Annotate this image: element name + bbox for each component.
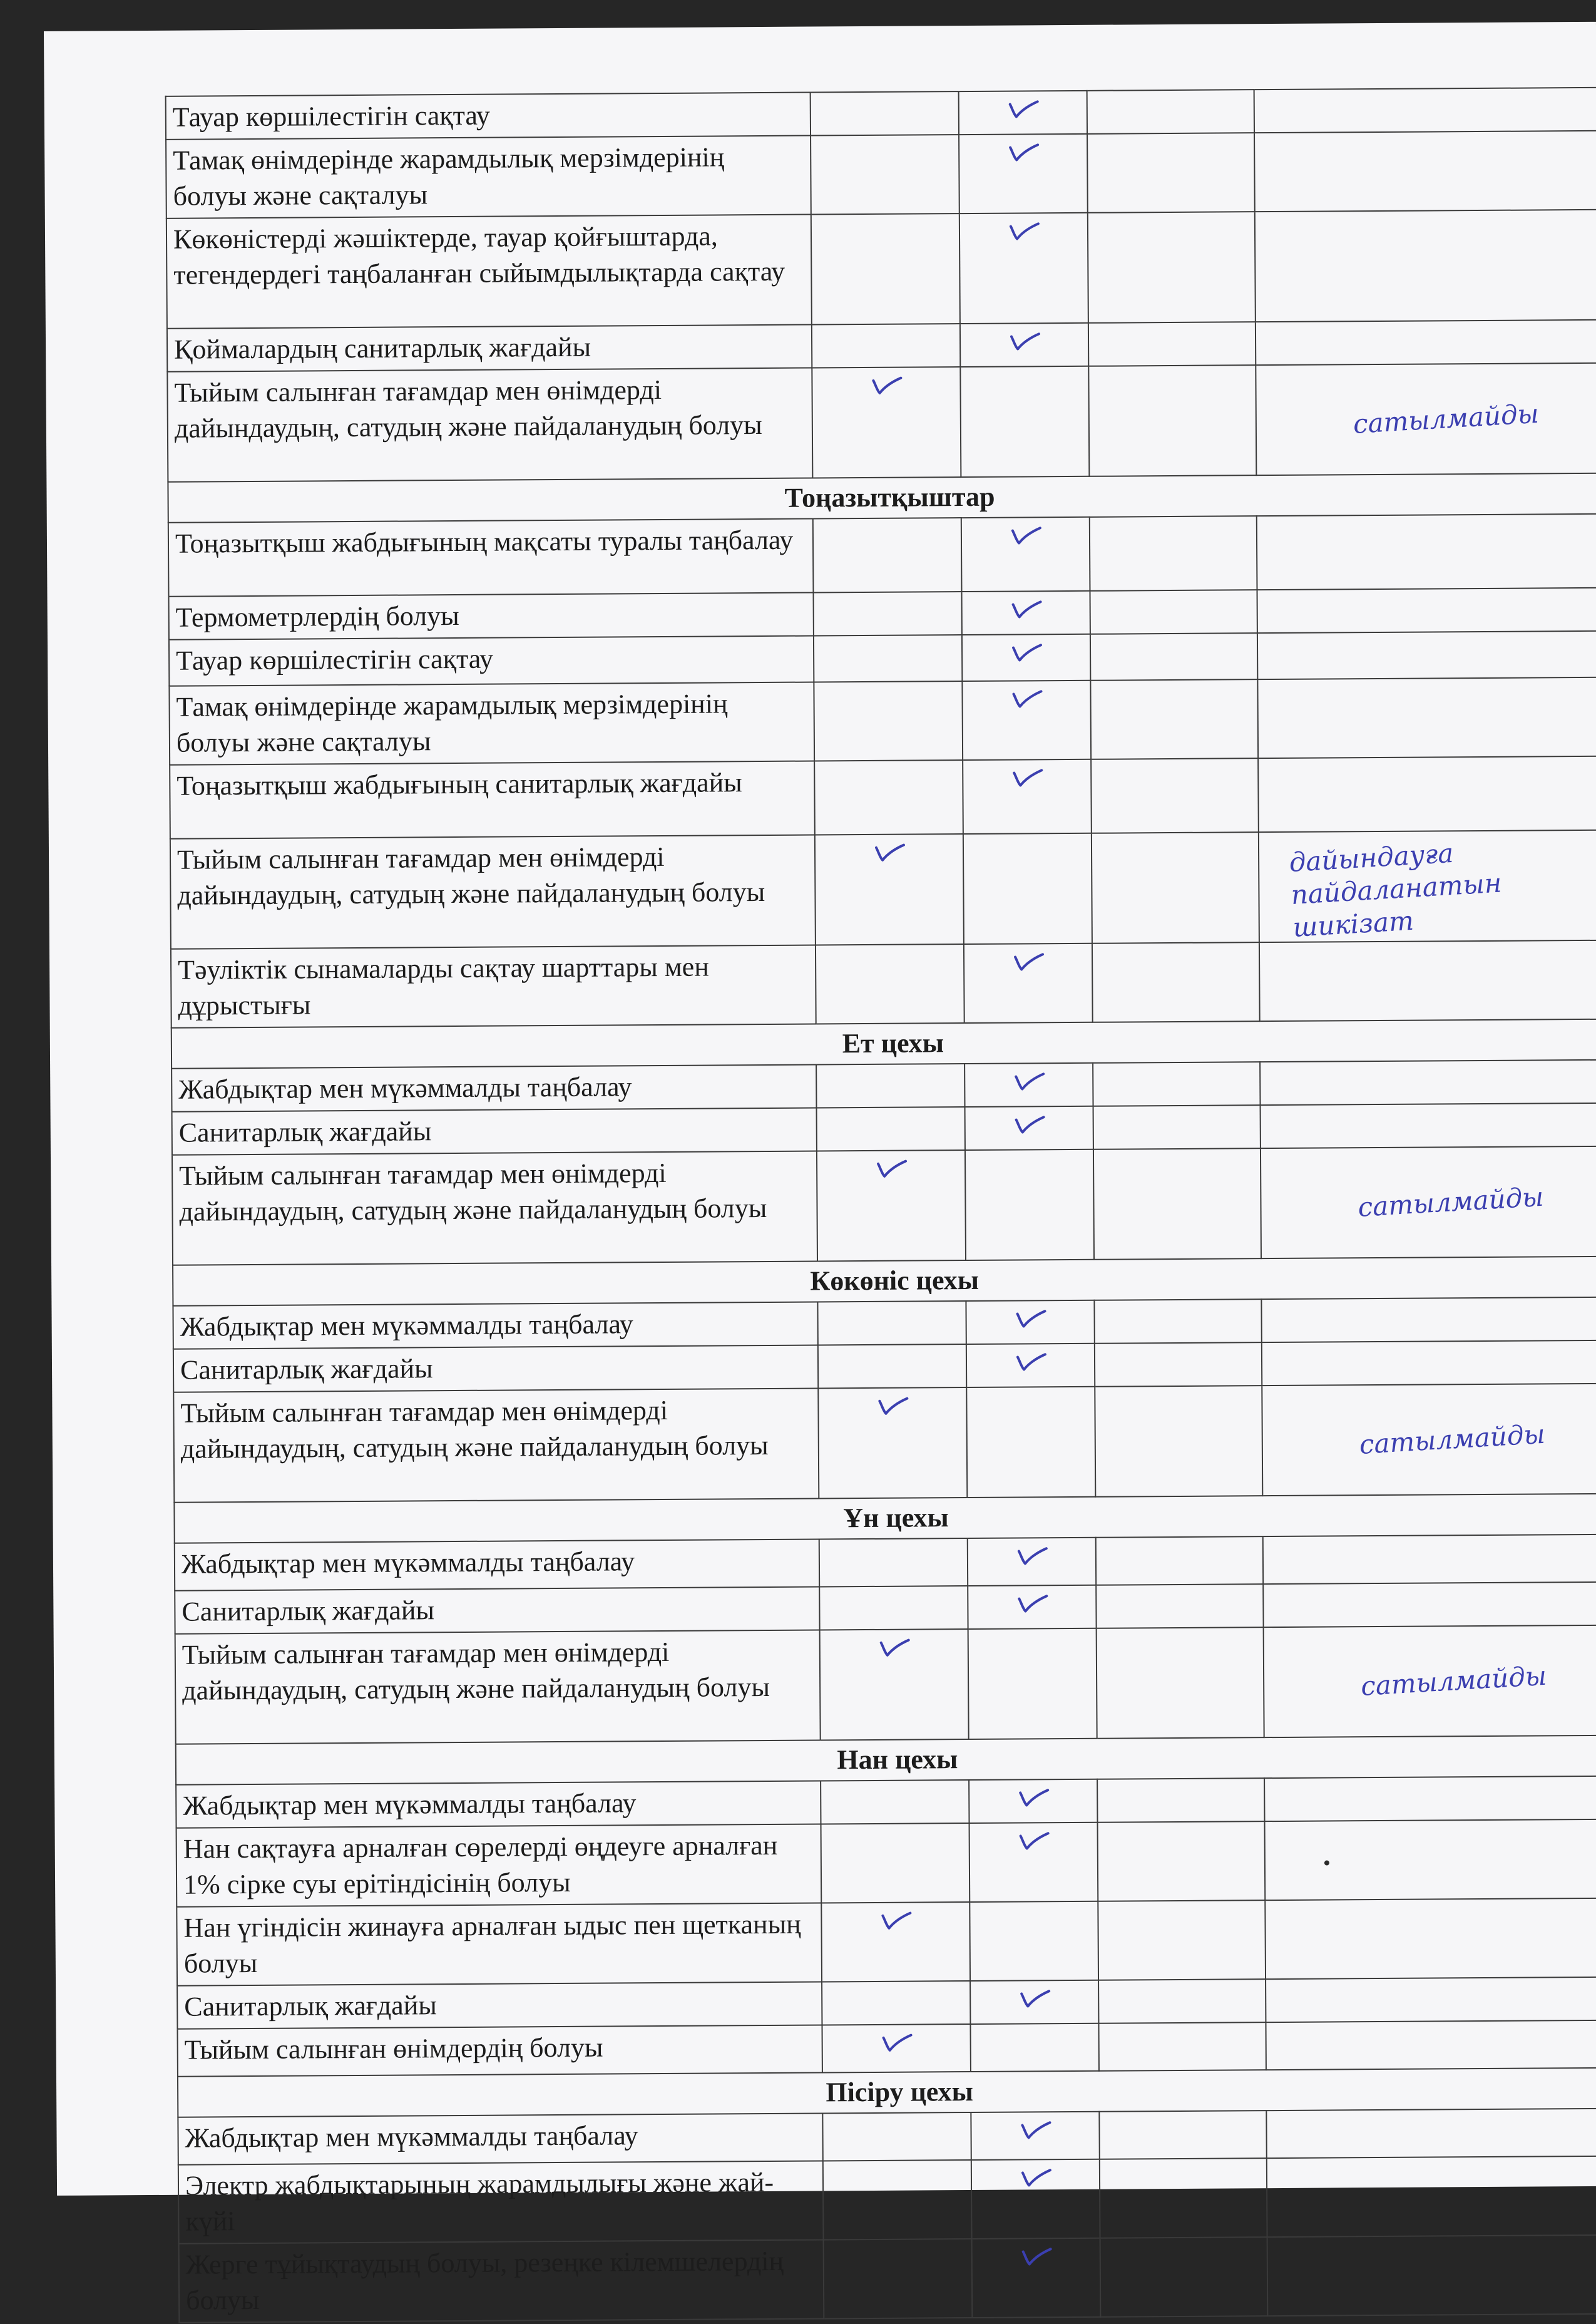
empty-cell [1090, 516, 1257, 591]
requirement-label: Жабдықтар мен мүкәммалды таңбалау [176, 1781, 821, 1828]
mark-cell-col2 [816, 1064, 964, 1108]
checkmark-icon [1015, 1543, 1048, 1568]
requirement-label: Жабдықтар мен мүкәммалды таңбалау [178, 2113, 822, 2164]
requirement-label: Тыйым салынған тағамдар мен өнімдерді дайындаудың, сатудың және пайдаланудың болуы [167, 368, 812, 482]
mark-cell-col2 [819, 1538, 968, 1586]
requirement-label: Тамақ өнімдерінде жарамдылық мерзімдерінің болуы және сақталуы [166, 136, 811, 219]
handwritten-note: сатылмайды [1358, 1418, 1546, 1460]
checkmark-icon [869, 373, 903, 398]
stray-dot [1324, 1861, 1329, 1866]
handwritten-note: сатылмайды [1357, 1181, 1545, 1223]
empty-cell [1098, 1821, 1266, 1901]
requirement-label: Көкөністерді жәшіктерде, тауар қойғыштарда, тегендердегі таңбаланған сыйымдылықтарда сақтау [166, 215, 812, 329]
requirement-label: Тыйым салынған тағамдар мен өнімдерді дайындаудың, сатудың және пайдаланудың болуы [173, 1388, 819, 1502]
checkmark-icon [1018, 1986, 1051, 2011]
checkmark-icon [1011, 949, 1045, 974]
mark-cell-col2 [821, 1780, 969, 1824]
remarks-cell [1255, 210, 1596, 322]
requirement-label: Жерге тұйықтаудың болуы, резеңке кілемшелердің болуы [179, 2239, 824, 2322]
checkmark-icon [1019, 2244, 1053, 2269]
checkmark-icon [1016, 1785, 1050, 1810]
mark-cell-col2 [811, 135, 959, 214]
empty-cell [1090, 633, 1257, 681]
requirement-label: Жабдықтар мен мүкәммалды таңбалау [171, 1064, 816, 1111]
empty-cell [1090, 679, 1258, 759]
remarks-cell [1259, 940, 1596, 1021]
mark-cell-col3 [969, 1779, 1097, 1823]
inspection-checklist-table [165, 87, 1596, 2323]
mark-cell-col2 [819, 1586, 968, 1630]
mark-cell-col2 [817, 1107, 965, 1151]
remarks-cell [1254, 131, 1596, 212]
empty-cell [1095, 1342, 1262, 1387]
section-title: Пісіру цехы [178, 2068, 1596, 2117]
remarks-cell [1263, 1535, 1596, 1584]
remarks-cell [1254, 88, 1596, 133]
mark-cell-col3 [965, 1149, 1094, 1260]
table-row [166, 131, 1596, 219]
remarks-cell [1265, 1819, 1596, 1900]
checkmark-icon [1006, 96, 1040, 121]
document-page [44, 22, 1596, 2316]
mark-cell-col3 [966, 1344, 1095, 1387]
table-row [178, 2109, 1596, 2165]
mark-cell-col2 [813, 592, 961, 635]
empty-cell [1092, 942, 1260, 1022]
checkmark-icon [1006, 140, 1040, 165]
mark-cell-col2 [822, 2112, 971, 2161]
checkmark-icon [1018, 2165, 1052, 2190]
checkmark-icon [1013, 1306, 1047, 1331]
table-row [173, 1384, 1596, 1503]
mark-cell-col2 [814, 760, 963, 835]
table-row [175, 1535, 1596, 1591]
section-title: Ұн цехы [174, 1494, 1596, 1543]
mark-cell-col3 [968, 1585, 1096, 1629]
remarks-cell [1256, 363, 1596, 475]
table-row [178, 2156, 1596, 2244]
requirement-label: Тыйым салынған өнімдердің болуы [177, 2025, 822, 2076]
empty-cell [1098, 1900, 1266, 1980]
empty-cell [1093, 1148, 1261, 1260]
requirement-label: Тыйым салынған тағамдар мен өнімдерді дайындаудың, сатудың және пайдаланудың болуы [175, 1630, 821, 1744]
requirement-label: Жабдықтар мен мүкәммалды таңбалау [173, 1302, 817, 1349]
requirement-label: Тамақ өнімдерінде жарамдылық мерзімдерінің болуы және сақталуы [169, 682, 814, 765]
checkmark-icon [1010, 765, 1044, 790]
mark-cell-col3 [961, 591, 1090, 635]
empty-cell [1095, 1386, 1262, 1497]
mark-cell-col2 [822, 1981, 970, 2025]
mark-cell-col3 [961, 517, 1090, 592]
remarks-cell [1264, 1625, 1596, 1737]
table-row [176, 1819, 1596, 1907]
empty-cell [1088, 322, 1256, 366]
remarks-cell [1258, 756, 1596, 832]
checkmark-icon [1008, 523, 1042, 548]
mark-cell-col2 [814, 635, 962, 682]
empty-cell [1098, 2022, 1266, 2071]
remarks-cell [1261, 1297, 1596, 1342]
remarks-cell [1257, 677, 1596, 758]
mark-cell-col2 [823, 2160, 972, 2239]
section-title: Ет цехы [171, 1019, 1596, 1069]
mark-cell-col2 [812, 324, 960, 368]
empty-cell [1096, 1584, 1263, 1628]
handwritten-note: дайындауға пайдаланатын шикізат [1288, 837, 1503, 943]
section-title: Тоңазытқыштар [168, 473, 1596, 523]
mark-cell-col2 [820, 1629, 969, 1740]
checkmark-icon [1016, 1828, 1050, 1853]
remarks-cell [1266, 1977, 1596, 2022]
remarks-cell [1261, 1146, 1596, 1258]
checkmark-icon [874, 1156, 908, 1181]
mark-cell-col3 [971, 2159, 1100, 2239]
mark-cell-col3 [959, 134, 1088, 213]
mark-cell-col3 [969, 1823, 1098, 1902]
empty-cell [1088, 212, 1256, 323]
empty-cell [1094, 1299, 1261, 1344]
requirement-label: Тоңазытқыш жабдығының мақсаты туралы таңбалау [168, 519, 814, 597]
mark-cell-col3 [972, 2238, 1101, 2318]
mark-cell-col3 [962, 681, 1091, 760]
mark-cell-col2 [818, 1387, 967, 1498]
mark-cell-col3 [964, 943, 1093, 1023]
remarks-cell [1260, 1060, 1596, 1105]
mark-cell-col2 [811, 91, 959, 135]
mark-cell-col2 [812, 367, 961, 478]
mark-cell-col3 [964, 1063, 1093, 1107]
empty-cell [1097, 1627, 1264, 1739]
remarks-cell [1265, 1898, 1596, 1979]
requirement-label: Санитарлық жағдайы [172, 1108, 817, 1154]
mark-cell-col3 [959, 213, 1088, 324]
checkmark-icon [1007, 329, 1041, 354]
mark-cell-col2 [813, 518, 962, 592]
table-row [171, 940, 1596, 1028]
checkmark-icon [877, 1635, 911, 1660]
mark-cell-col3 [970, 2023, 1098, 2072]
empty-cell [1093, 1062, 1260, 1106]
checkmark-icon [1015, 1591, 1049, 1616]
empty-cell [1090, 590, 1257, 634]
remarks-cell [1266, 2020, 1596, 2070]
mark-cell-col2 [824, 2239, 973, 2318]
remarks-cell [1259, 830, 1596, 942]
table-row [172, 1146, 1596, 1265]
requirement-label: Тәуліктік сынамаларды сақтау шарттары мен дұрыстығы [171, 945, 816, 1027]
empty-cell [1087, 133, 1255, 213]
mark-cell-col3 [962, 634, 1090, 681]
remarks-cell [1262, 1384, 1596, 1496]
empty-cell [1100, 2237, 1268, 2317]
checkmark-icon [1012, 1069, 1046, 1094]
remarks-cell [1266, 2109, 1596, 2158]
remarks-cell [1257, 631, 1596, 679]
empty-cell [1087, 90, 1254, 134]
checkmark-icon [879, 2030, 913, 2055]
empty-cell [1097, 1778, 1264, 1823]
requirement-label: Тоңазытқыш жабдығының санитарлық жағдайы [170, 761, 815, 839]
mark-cell-col3 [959, 91, 1087, 135]
empty-cell [1098, 1979, 1266, 2023]
handwritten-note: сатылмайды [1352, 398, 1540, 440]
checkmark-icon [879, 1908, 913, 1933]
mark-cell-col3 [968, 1628, 1097, 1739]
mark-cell-col2 [821, 1902, 970, 1982]
mark-cell-col2 [821, 1823, 970, 1903]
mark-cell-col3 [968, 1538, 1096, 1586]
mark-cell-col3 [960, 366, 1089, 477]
checkmark-icon [1010, 686, 1043, 711]
checkmark-icon [1009, 597, 1043, 622]
requirement-label: Жабдықтар мен мүкәммалды таңбалау [175, 1539, 819, 1590]
mark-cell-col2 [822, 2024, 970, 2072]
remarks-cell [1262, 1340, 1596, 1386]
checkmark-icon [1012, 1112, 1046, 1137]
requirement-label: Тауар көршілестігін сақтау [166, 93, 811, 140]
checkmark-icon [1006, 219, 1040, 244]
mark-cell-col3 [966, 1300, 1094, 1344]
remarks-cell [1267, 2156, 1596, 2237]
checkmark-icon [1018, 2117, 1052, 2142]
mark-cell-col3 [963, 833, 1092, 944]
requirement-label: Тыйым салынған тағамдар мен өнімдерді дайындаудың, сатудың және пайдаланудың болуы [170, 835, 816, 949]
remarks-cell [1264, 1776, 1596, 1821]
requirement-label: Термометрлердің болуы [169, 593, 814, 640]
requirement-label: Санитарлық жағдайы [173, 1345, 818, 1392]
table-row [179, 2235, 1596, 2323]
empty-cell [1091, 758, 1259, 833]
table-row [177, 2020, 1596, 2077]
mark-cell-col3 [960, 323, 1088, 367]
mark-cell-col2 [815, 834, 964, 945]
remarks-cell [1257, 514, 1596, 590]
requirement-label: Санитарлық жағдайы [175, 1586, 819, 1633]
table-row [170, 830, 1596, 949]
mark-cell-col2 [817, 1150, 966, 1261]
table-row [167, 363, 1596, 482]
table-row [170, 756, 1596, 839]
table-row [175, 1625, 1596, 1744]
section-title: Нан цехы [176, 1735, 1596, 1785]
mark-cell-col3 [966, 1387, 1095, 1498]
mark-cell-col2 [814, 681, 963, 761]
remarks-cell [1263, 1582, 1596, 1627]
requirement-label: Қоймалардың санитарлық жағдайы [167, 325, 812, 372]
empty-cell [1093, 1105, 1261, 1149]
empty-cell [1092, 832, 1259, 943]
mark-cell-col3 [965, 1106, 1093, 1150]
mark-cell-col2 [816, 944, 964, 1024]
handwritten-note: сатылмайды [1359, 1660, 1548, 1702]
mark-cell-col3 [963, 759, 1092, 834]
section-title: Көкөніс цехы [173, 1257, 1596, 1306]
empty-cell [1099, 2111, 1266, 2159]
checkmark-icon [1013, 1349, 1047, 1374]
checkmark-icon [872, 840, 906, 865]
mark-cell-col3 [970, 1980, 1098, 2024]
table-row [169, 631, 1596, 686]
mark-cell-col2 [817, 1301, 966, 1345]
table-row [169, 677, 1596, 765]
mark-cell-col3 [971, 2112, 1099, 2160]
requirement-label: Нан сақтауға арналған сөрелерді өңдеуге арналған 1% сірке суы ерітіндісінің болуы [176, 1824, 822, 1906]
empty-cell [1096, 1536, 1263, 1585]
mark-cell-col3 [969, 1901, 1098, 1981]
mark-cell-col2 [811, 213, 960, 324]
table-row [166, 210, 1596, 329]
requirement-label: Тыйым салынған тағамдар мен өнімдерді дайындаудың, сатудың және пайдаланудың болуы [172, 1151, 817, 1265]
empty-cell [1100, 2158, 1267, 2238]
table-row [176, 1898, 1596, 1986]
table-row [168, 514, 1596, 597]
remarks-cell [1267, 2235, 1596, 2316]
requirement-label: Санитарлық жағдайы [177, 1982, 822, 2028]
remarks-cell [1257, 588, 1596, 633]
checkmark-icon [1009, 640, 1043, 665]
requirement-label: Электр жабдықтарының жарамдылығы және жай-күйі [178, 2161, 824, 2243]
mark-cell-col2 [818, 1344, 966, 1388]
empty-cell [1088, 365, 1256, 476]
checkmark-icon [876, 1394, 909, 1419]
requirement-label: Нан үгіндісін жинауға арналған ыдыс пен щетканың болуы [176, 1903, 822, 1985]
requirement-label: Тауар көршілестігін сақтау [169, 636, 814, 686]
